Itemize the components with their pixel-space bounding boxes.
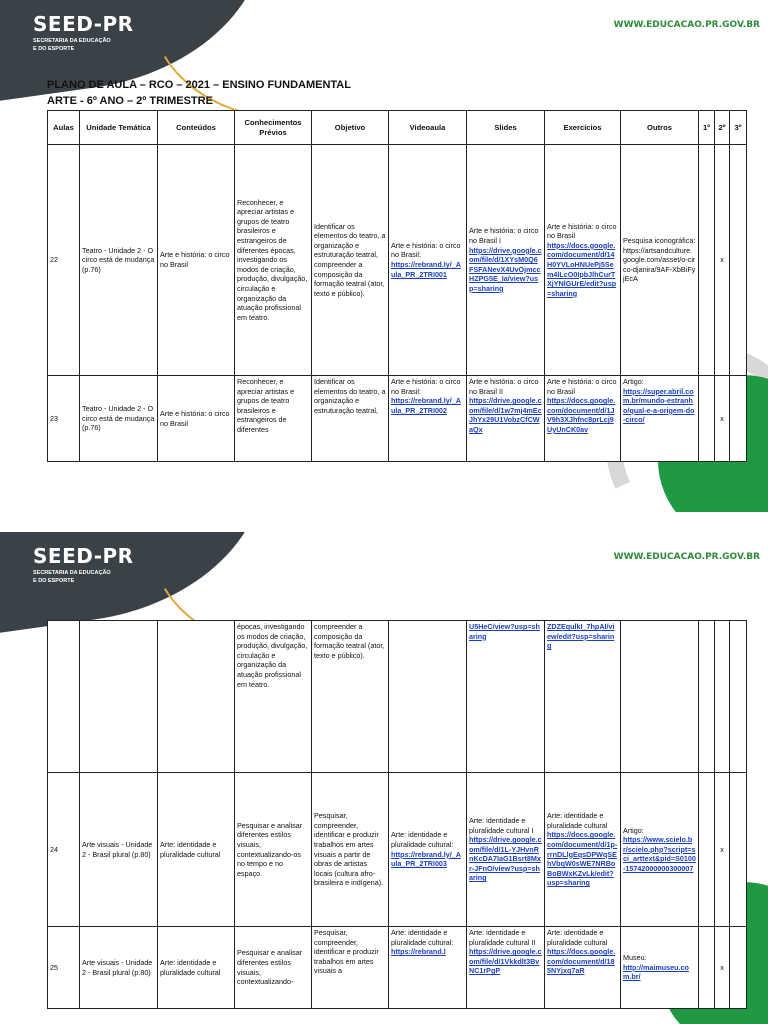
previos-cell: Pesquisar e analisar diferentes estilos visuais, contextualizando-os no tempo e no espaço.	[235, 773, 312, 927]
logo-subtitle-2: E DO ESPORTE	[33, 46, 75, 52]
table-row	[48, 927, 747, 1009]
outros-cell	[621, 927, 699, 1009]
col-header: 2º	[715, 111, 730, 145]
col-header: Aulas	[48, 111, 80, 145]
unidade-cell: Teatro - Unidade 2 - O circo está de mudança (p.76)	[80, 145, 158, 376]
conteudos-cell: Arte e história: o circo no Brasil	[158, 376, 235, 462]
videoaula-text: Arte e história: o circo no Brasil:	[391, 377, 461, 396]
trimestre-3-cell	[730, 773, 747, 927]
videoaula-text: Arte e história: o circo no Brasil:	[391, 240, 461, 260]
trimestre-2-mark: x	[715, 145, 730, 376]
seed-pr-logo: SEED-PR SECRETARIA DA EDUCAÇÃO E DO ESPORTE	[33, 12, 134, 52]
exercicios-link[interactable]: https://docs.google.com/document/d/1p-rrnDLlgEqsDPWqSEhVbqW0sWE7NRBoBoBWxKZvLk/edit?usp=sharing	[547, 830, 618, 888]
site-url: WWW.EDUCACAO.PR.GOV.BR	[613, 20, 760, 30]
exercicios-cell	[545, 145, 621, 376]
objetivo-cell: Identificar os elementos do teatro, a organização e estruturação teatral, compreender a composição da formação teatral (ator, texto e público).	[312, 145, 389, 376]
exercicios-text: Arte e história: o circo no Brasil	[547, 221, 617, 241]
outros-link[interactable]: https://www.scielo.br/scielo.php?script=sci_arttext&pid=S0100-15742000000300007	[623, 835, 696, 873]
objetivo-cell: compreender a composição da formação teatral (ator, texto e público).	[312, 621, 389, 773]
videoaula-link[interactable]: https://rebrand.ly/_Aula_PR_2TRI001	[391, 260, 461, 279]
outros-cell	[621, 773, 699, 927]
lesson-plan-table	[47, 110, 747, 462]
col-header: Unidade Temática	[80, 111, 158, 145]
exercicios-link[interactable]: ZDZEqulkI_7hpAI/view/edit?usp=sharing	[547, 622, 615, 651]
trimestre-2-mark: x	[715, 376, 730, 462]
trimestre-1-cell	[699, 145, 715, 376]
slides-text: Arte e história: o circo no Brasil II	[469, 377, 539, 396]
page-gap	[0, 512, 768, 532]
exercicios-cell	[545, 773, 621, 927]
lesson-plan-table-continued	[47, 620, 747, 1009]
outros-text: Museu:	[623, 953, 647, 963]
videoaula-cell	[389, 376, 467, 462]
slides-link[interactable]: https://drive.google.com/file/d/1w7mj4mEcJhYx29U1VobzCfCWaQx	[469, 396, 542, 434]
slides-link[interactable]: https://drive.google.com/file/d/1Vkkdlt3BvNC1rPgP	[469, 947, 542, 976]
slides-text: Arte: identidade e pluralidade cultural I	[469, 815, 534, 835]
conteudos-cell: Arte: identidade e pluralidade cultural	[158, 927, 235, 1009]
objetivo-cell: Pesquisar, compreender, identificar e produzir trabalhos em artes visuais a	[312, 927, 389, 1009]
slides-cell	[467, 773, 545, 927]
previos-cell: Reconhecer, e apreciar artistas e grupos de teatro brasileiros e estrangeiros de diferentes	[235, 376, 312, 462]
slides-link[interactable]: https://drive.google.com/file/d/1L-YJHvnRnKcDA7IaG1Bsrt8Mxr-JFnO/view?usp=sharing	[469, 835, 542, 883]
slides-link[interactable]: https://drive.google.com/file/d/1XYsM0Q6FSFANevX4UvOjmccHZPG5E_Ia/view?usp=sharing	[469, 245, 542, 293]
exercicios-text: Arte: identidade e pluralidade cultural	[547, 928, 608, 947]
slides-link[interactable]: U5HeC/view?usp=sharing	[469, 622, 540, 641]
logo-subtitle-2: E DO ESPORTE	[33, 578, 75, 584]
table-header-row	[48, 111, 747, 145]
conteudos-cell: Arte e história: o circo no Brasil	[158, 145, 235, 376]
previos-cell: Reconhecer, e apreciar artistas e grupos de teatro brasileiros e estrangeiros de diferentes épocas, investigando os modos de criação, produção, divulgação, circulação e organização da atuação profissional em teatro.	[235, 145, 312, 376]
doc-title: PLANO DE AULA – RCO – 2021 – ENSINO FUNDAMENTAL	[47, 79, 351, 91]
trimestre-1-cell	[699, 376, 715, 462]
table-row-continued	[48, 621, 747, 773]
exercicios-link[interactable]: https://docs.google.com/document/d/14H0YVLoHNUePj5Sem4lLcO0IpbJlhCurTXjYNlGUrE/edit?usp=sharing	[547, 240, 617, 298]
site-url: WWW.EDUCACAO.PR.GOV.BR	[613, 552, 760, 562]
outros-cell: Pesquisa iconográfica: https://artsandculture.google.com/asset/o-circo-djanira/9AF-XbBiFyjEcA	[621, 145, 699, 376]
col-header: Conhecimentos Prévios	[235, 111, 312, 145]
table-row	[48, 773, 747, 927]
videoaula-link[interactable]: https://rebrand.ly/_Aula_PR_2TRI003	[391, 849, 461, 869]
unidade-cell: Arte visuais - Unidade 2 - Brasil plural (p.80)	[80, 927, 158, 1009]
col-header: Videoaula	[389, 111, 467, 145]
logo-subtitle-1: SECRETARIA DA EDUCAÇÃO	[33, 38, 111, 44]
document-page-2	[0, 532, 768, 1024]
exercicios-text: Arte e história: o circo no Brasil	[547, 377, 617, 396]
col-header: Slides	[467, 111, 545, 145]
col-header: 3º	[730, 111, 747, 145]
col-header: Outros	[621, 111, 699, 145]
videoaula-link[interactable]: https://rebrand.l	[391, 947, 446, 957]
previos-cell: Pesquisar e analisar diferentes estilos visuais, contextualizando-	[235, 927, 312, 1009]
exercicios-link[interactable]: https://docs.google.com/document/d/185NYjxq7aR	[547, 947, 616, 976]
trimestre-3-cell	[730, 376, 747, 462]
previos-cell: épocas, investigando os modos de criação, produção, divulgação, circulação e organização da atuação profissional em teatro.	[235, 621, 312, 773]
aula-number: 23	[48, 376, 80, 462]
col-header: Objetivo	[312, 111, 389, 145]
seed-pr-logo: SEED-PR SECRETARIA DA EDUCAÇÃO E DO ESPORTE	[33, 544, 134, 584]
slides-cell	[467, 145, 545, 376]
videoaula-cell	[389, 145, 467, 376]
slides-text: Arte: identidade e pluralidade cultural II	[469, 928, 536, 947]
trimestre-2-mark: x	[715, 927, 730, 1009]
objetivo-cell: Identificar os elementos do teatro, a organização e estruturação teatral,	[312, 376, 389, 462]
aula-number: 22	[48, 145, 80, 376]
slides-text: Arte e história: o circo no Brasil I	[469, 226, 539, 246]
doc-subtitle: ARTE - 6º ANO – 2º TRIMESTRE	[47, 95, 213, 107]
trimestre-3-cell	[730, 927, 747, 1009]
logo-subtitle-1: SECRETARIA DA EDUCAÇÃO	[33, 570, 111, 576]
trimestre-2-mark: x	[715, 773, 730, 927]
table-row	[48, 376, 747, 462]
slides-cell	[467, 621, 545, 773]
outros-text: Artigo:	[623, 825, 644, 835]
trimestre-1-cell	[699, 773, 715, 927]
conteudos-cell: Arte: identidade e pluralidade cultural	[158, 773, 235, 927]
aula-number: 24	[48, 773, 80, 927]
outros-text: Artigo:	[623, 377, 644, 386]
unidade-cell: Teatro - Unidade 2 - O circo está de mudança (p.76)	[80, 376, 158, 462]
videoaula-cell	[389, 927, 467, 1009]
col-header: 1º	[699, 111, 715, 145]
objetivo-cell: Pesquisar, compreender, identificar e produzir trabalhos em artes visuais a partir de obras de artistas locais (cultura afro-brasileira e indígena).	[312, 773, 389, 927]
outros-link[interactable]: http://maimuseu.com.br/	[623, 962, 689, 982]
outros-link[interactable]: https://super.abril.com.br/mundo-estranho/qual-e-a-origem-do-circo/	[623, 386, 695, 425]
exercicios-cell	[545, 927, 621, 1009]
videoaula-text: Arte: identidade e pluralidade cultural:	[391, 928, 454, 947]
exercicios-text: Arte: identidade e pluralidade cultural	[547, 811, 608, 830]
col-header: Conteúdos	[158, 111, 235, 145]
col-header: Exercícios	[545, 111, 621, 145]
unidade-cell: Arte visuais - Unidade 2 - Brasil plural (p.80)	[80, 773, 158, 927]
trimestre-1-cell	[699, 927, 715, 1009]
exercicios-link[interactable]: https://docs.google.com/document/d/1JV9h3XJhfnc8prLcj9UyUnCK0av	[547, 396, 616, 434]
exercicios-cell	[545, 621, 621, 773]
outros-cell	[621, 376, 699, 462]
slides-cell	[467, 927, 545, 1009]
videoaula-text: Arte: identidade e pluralidade cultural:	[391, 830, 454, 849]
trimestre-3-cell	[730, 145, 747, 376]
exercicios-cell	[545, 376, 621, 462]
table-row	[48, 145, 747, 376]
videoaula-cell	[389, 773, 467, 927]
videoaula-link[interactable]: https://rebrand.ly/_Aula_PR_2TRI002	[391, 396, 461, 415]
slides-cell	[467, 376, 545, 462]
aula-number: 25	[48, 927, 80, 1009]
